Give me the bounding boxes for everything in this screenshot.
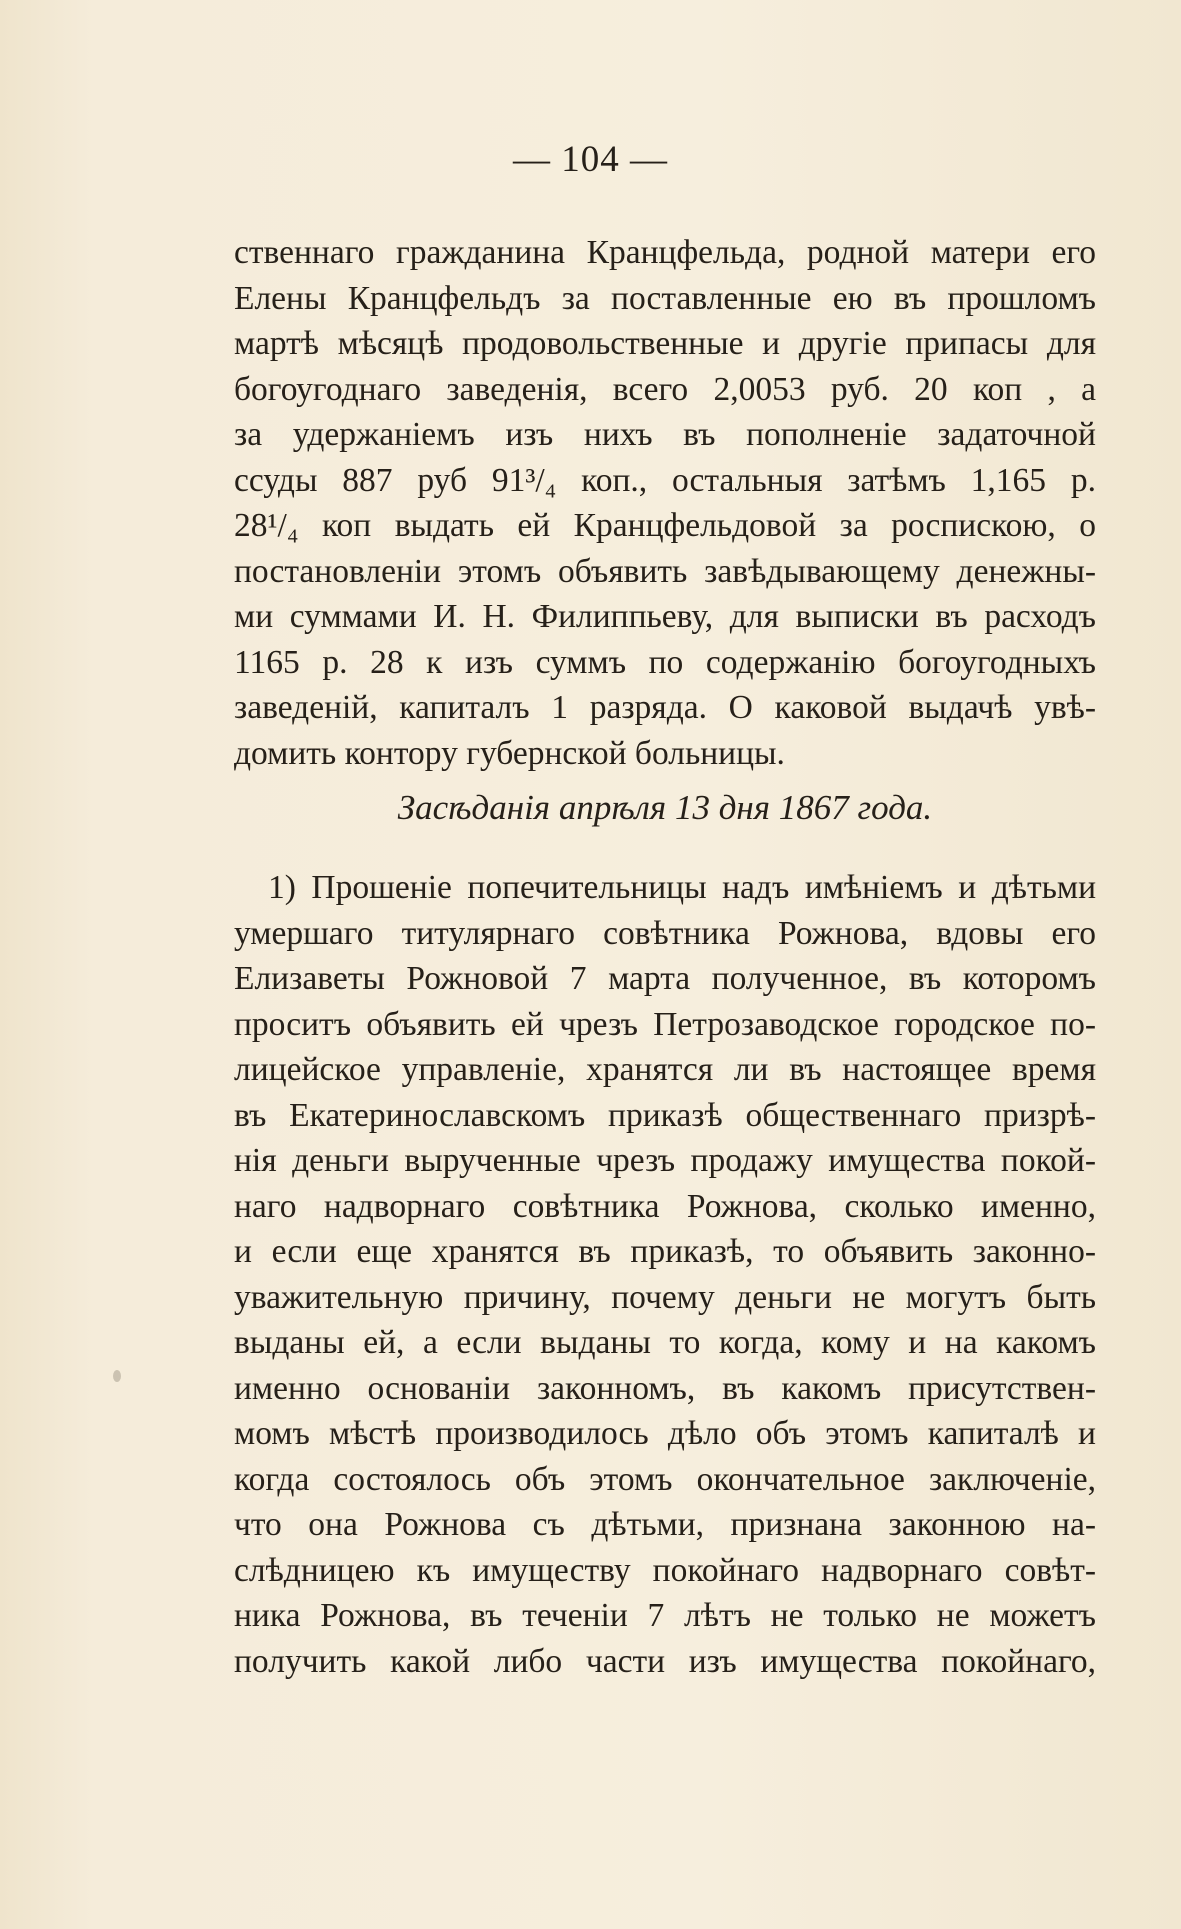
text-line: Елизаветы Рожновой 7 марта полученное, въ которомъ bbox=[234, 960, 1096, 997]
text-line: когда состоялось объ этомъ окончательное заключеніе, bbox=[234, 1460, 1096, 1498]
text-line: именно основаніи законномъ, въ какомъ присутствен- bbox=[234, 1369, 1096, 1407]
session-heading: Засѣданія апрѣля 13 дня 1867 года. bbox=[397, 788, 933, 827]
text-line: умершаго титулярнаго совѣтника Рожнова, вдовы его bbox=[234, 914, 1096, 952]
text-line: лицейское управленіе, хранятся ли въ настоящее время bbox=[234, 1051, 1096, 1088]
text-line: ника Рожнова, въ теченіи 7 лѣтъ не только не можетъ bbox=[234, 1597, 1096, 1634]
paragraph-rozhnova-petition bbox=[234, 865, 1096, 1684]
text-line: 1165 р. 28 к изъ суммъ по содержанію богоугодныхъ bbox=[234, 643, 1096, 681]
text-line: богоугоднаго заведенія, всего 2,0053 руб. 20 коп , а bbox=[234, 370, 1096, 408]
text-line: мартѣ мѣсяцѣ продовольственные и другіе припасы для bbox=[234, 325, 1096, 362]
text-line: за удержаніемъ изъ нихъ въ пополненіе задаточной bbox=[234, 416, 1096, 453]
text-line: ственнаго гражданина Кранцфельда, родной матери его bbox=[234, 234, 1096, 271]
text-line: что она Рожнова съ дѣтьми, признана законною на- bbox=[234, 1506, 1096, 1543]
text-line: постановленіи этомъ объявить завѣдывающему денежны- bbox=[234, 552, 1096, 590]
text-line: наго надворнаго совѣтника Рожнова, сколько именно, bbox=[234, 1187, 1096, 1225]
text-line: уважительную причину, почему деньги не могутъ быть bbox=[234, 1278, 1096, 1316]
text-line: выданы ей, а если выданы то когда, кому и на какомъ bbox=[234, 1324, 1096, 1361]
text-line: въ Екатеринославскомъ приказѣ общественнаго призрѣ- bbox=[234, 1096, 1096, 1134]
paragraph-kranzfeld bbox=[234, 230, 1096, 776]
text-line: ссуды 887 руб 91³/₄ коп., остальныя затѣмъ 1,165 р. bbox=[234, 461, 1096, 499]
text-line: 1) Прошеніе попечительницы надъ имѣніемъ и дѣтьми bbox=[268, 869, 1096, 906]
text-line: момъ мѣстѣ производилось дѣло объ этомъ капиталѣ и bbox=[234, 1415, 1096, 1452]
page-number: — 104 — bbox=[513, 139, 668, 180]
text-line: ми суммами И. Н. Филиппьеву, для выписки въ расходъ bbox=[234, 598, 1096, 635]
paper-speck bbox=[113, 1370, 121, 1382]
text-line: Елены Кранцфельдъ за поставленные ею въ прошломъ bbox=[234, 279, 1096, 317]
text-line: получить какой либо части изъ имущества покойнаго, bbox=[234, 1642, 1096, 1680]
text-line: нія деньги вырученные чрезъ продажу имущества покой- bbox=[234, 1142, 1096, 1179]
text-line: и если еще хранятся въ приказѣ, то объявить законно- bbox=[234, 1233, 1096, 1270]
text-line: заведеній, капиталъ 1 разряда. О каковой выдачѣ увѣ- bbox=[234, 689, 1096, 726]
text-line: 28¹/₄ коп выдать ей Кранцфельдовой за роспискою, о bbox=[234, 507, 1096, 544]
text-line: домить контору губернской больницы. bbox=[234, 734, 785, 772]
text-line: слѣдницею къ имуществу покойнаго надворнаго совѣт- bbox=[234, 1551, 1096, 1589]
text-line: проситъ объявить ей чрезъ Петрозаводское городское по- bbox=[234, 1005, 1096, 1043]
